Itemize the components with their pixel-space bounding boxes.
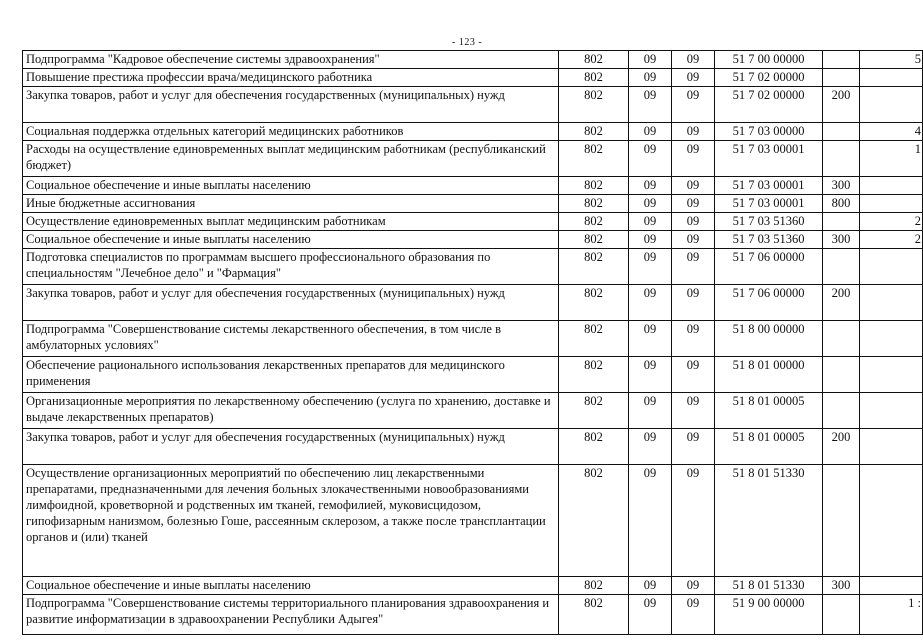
row-target-article-cell: 51 8 01 51330	[715, 465, 823, 577]
table-row	[23, 465, 923, 577]
row-name-cell: Обеспечение рационального использования лекарственных препаратов для медицинского применения	[23, 357, 559, 393]
row-name-cell: Закупка товаров, работ и услуг для обеспечения государственных (муниципальных) нужд	[23, 429, 559, 465]
row-ved-code-cell: 802	[559, 195, 629, 213]
row-ved-code-cell: 802	[559, 69, 629, 87]
row-subsection-code-cell: 09	[672, 177, 715, 195]
table-row	[23, 69, 923, 87]
row-section-code-cell: 09	[629, 357, 672, 393]
table-row	[23, 321, 923, 357]
row-name-cell: Социальное обеспечение и иные выплаты населению	[23, 577, 559, 595]
row-expense-type-cell: 200	[823, 429, 860, 465]
row-amount-cell	[860, 69, 923, 87]
row-expense-type-cell: 200	[823, 285, 860, 321]
row-amount-cell	[860, 321, 923, 357]
row-amount-cell	[860, 285, 923, 321]
row-ved-code-cell: 802	[559, 285, 629, 321]
row-section-code-cell: 09	[629, 69, 672, 87]
row-target-article-cell: 51 7 03 00001	[715, 177, 823, 195]
row-expense-type-cell	[823, 213, 860, 231]
row-amount-cell: 2	[860, 231, 923, 249]
row-target-article-cell: 51 9 00 00000	[715, 595, 823, 635]
budget-table-sheet	[22, 50, 921, 640]
row-target-article-cell: 51 8 01 00005	[715, 429, 823, 465]
row-subsection-code-cell: 09	[672, 249, 715, 285]
row-name-cell: Подпрограмма "Кадровое обеспечение системы здравоохранения"	[23, 51, 559, 69]
row-target-article-cell: 51 8 01 00000	[715, 357, 823, 393]
row-ved-code-cell: 802	[559, 357, 629, 393]
row-section-code-cell: 09	[629, 51, 672, 69]
row-section-code-cell: 09	[629, 249, 672, 285]
row-subsection-code-cell: 09	[672, 141, 715, 177]
row-name-cell: Повышение престижа профессии врача/медицинского работника	[23, 69, 559, 87]
row-name-cell: Осуществление единовременных выплат медицинским работникам	[23, 213, 559, 231]
row-subsection-code-cell: 09	[672, 195, 715, 213]
row-subsection-code-cell: 09	[672, 321, 715, 357]
row-ved-code-cell: 802	[559, 595, 629, 635]
row-section-code-cell: 09	[629, 393, 672, 429]
row-name-cell: Организационные мероприятия по лекарственному обеспечению (услуга по хранению, доставке и выдаче лекарственных препаратов)	[23, 393, 559, 429]
row-amount-cell	[860, 357, 923, 393]
row-section-code-cell: 09	[629, 321, 672, 357]
row-subsection-code-cell: 09	[672, 213, 715, 231]
row-name-cell: Иные бюджетные ассигнования	[23, 195, 559, 213]
row-section-code-cell: 09	[629, 141, 672, 177]
row-section-code-cell: 09	[629, 595, 672, 635]
table-row	[23, 577, 923, 595]
table-row	[23, 231, 923, 249]
row-expense-type-cell	[823, 249, 860, 285]
row-section-code-cell: 09	[629, 123, 672, 141]
page-number: - 123 -	[452, 37, 483, 48]
row-expense-type-cell: 300	[823, 177, 860, 195]
row-target-article-cell: 51 7 03 00001	[715, 195, 823, 213]
row-target-article-cell: 51 7 03 00000	[715, 123, 823, 141]
row-amount-cell	[860, 177, 923, 195]
row-amount-cell	[860, 577, 923, 595]
row-name-cell: Осуществление организационных мероприятий по обеспечению лиц лекарственными препаратами, предназначенными для лечения больных злокачественными новообразованиями лимфоидной, кроветворной и родственных им тканей, гемофилией, муковисцидозом, гипофизарным нанизмом, болезнью Гоше, рассеянным склерозом, а также после трансплантации органов и (или) тканей	[23, 465, 559, 577]
row-target-article-cell: 51 7 03 51360	[715, 231, 823, 249]
row-ved-code-cell: 802	[559, 141, 629, 177]
row-section-code-cell: 09	[629, 465, 672, 577]
row-subsection-code-cell: 09	[672, 69, 715, 87]
table-row	[23, 213, 923, 231]
row-name-cell: Подготовка специалистов по программам высшего профессионального образования по специальностям "Лечебное дело" и "Фармация"	[23, 249, 559, 285]
row-name-cell: Расходы на осуществление единовременных выплат медицинским работникам (республиканский бюджет)	[23, 141, 559, 177]
table-row	[23, 195, 923, 213]
row-ved-code-cell: 802	[559, 249, 629, 285]
row-section-code-cell: 09	[629, 195, 672, 213]
row-subsection-code-cell: 09	[672, 357, 715, 393]
row-subsection-code-cell: 09	[672, 577, 715, 595]
row-ved-code-cell: 802	[559, 577, 629, 595]
row-ved-code-cell: 802	[559, 231, 629, 249]
row-name-cell: Социальная поддержка отдельных категорий медицинских работников	[23, 123, 559, 141]
row-ved-code-cell: 802	[559, 393, 629, 429]
row-name-cell: Подпрограмма "Совершенствование системы лекарственного обеспечения, в том числе в амбулаторных условиях"	[23, 321, 559, 357]
row-expense-type-cell	[823, 123, 860, 141]
row-subsection-code-cell: 09	[672, 87, 715, 123]
row-subsection-code-cell: 09	[672, 465, 715, 577]
row-expense-type-cell	[823, 141, 860, 177]
row-target-article-cell: 51 7 02 00000	[715, 69, 823, 87]
row-amount-cell	[860, 249, 923, 285]
row-name-cell: Социальное обеспечение и иные выплаты населению	[23, 177, 559, 195]
row-name-cell: Закупка товаров, работ и услуг для обеспечения государственных (муниципальных) нужд	[23, 285, 559, 321]
row-target-article-cell: 51 7 02 00000	[715, 87, 823, 123]
row-amount-cell: 2	[860, 213, 923, 231]
row-target-article-cell: 51 7 06 00000	[715, 249, 823, 285]
row-ved-code-cell: 802	[559, 321, 629, 357]
row-ved-code-cell: 802	[559, 87, 629, 123]
table-row	[23, 177, 923, 195]
row-target-article-cell: 51 8 01 00005	[715, 393, 823, 429]
row-target-article-cell: 51 7 03 51360	[715, 213, 823, 231]
row-name-cell: Социальное обеспечение и иные выплаты населению	[23, 231, 559, 249]
row-subsection-code-cell: 09	[672, 429, 715, 465]
row-ved-code-cell: 802	[559, 51, 629, 69]
row-amount-cell: 5	[860, 51, 923, 69]
row-section-code-cell: 09	[629, 177, 672, 195]
row-expense-type-cell	[823, 465, 860, 577]
row-ved-code-cell: 802	[559, 123, 629, 141]
row-amount-cell	[860, 393, 923, 429]
table-row	[23, 595, 923, 635]
row-target-article-cell: 51 7 03 00001	[715, 141, 823, 177]
table-row	[23, 357, 923, 393]
table-row	[23, 393, 923, 429]
row-expense-type-cell: 800	[823, 195, 860, 213]
table-row	[23, 51, 923, 69]
row-expense-type-cell	[823, 321, 860, 357]
row-ved-code-cell: 802	[559, 177, 629, 195]
table-row	[23, 285, 923, 321]
row-section-code-cell: 09	[629, 213, 672, 231]
table-row	[23, 429, 923, 465]
row-expense-type-cell	[823, 595, 860, 635]
row-subsection-code-cell: 09	[672, 393, 715, 429]
row-ved-code-cell: 802	[559, 465, 629, 577]
row-amount-cell: 4	[860, 123, 923, 141]
row-ved-code-cell: 802	[559, 213, 629, 231]
row-expense-type-cell	[823, 393, 860, 429]
row-target-article-cell: 51 8 00 00000	[715, 321, 823, 357]
row-expense-type-cell	[823, 69, 860, 87]
row-amount-cell	[860, 429, 923, 465]
row-name-cell: Закупка товаров, работ и услуг для обеспечения государственных (муниципальных) нужд	[23, 87, 559, 123]
row-target-article-cell: 51 7 00 00000	[715, 51, 823, 69]
row-amount-cell: 1	[860, 141, 923, 177]
row-expense-type-cell	[823, 51, 860, 69]
row-expense-type-cell	[823, 357, 860, 393]
row-amount-cell	[860, 87, 923, 123]
row-ved-code-cell: 802	[559, 429, 629, 465]
row-amount-cell	[860, 465, 923, 577]
row-section-code-cell: 09	[629, 87, 672, 123]
table-row	[23, 249, 923, 285]
table-row	[23, 87, 923, 123]
row-subsection-code-cell: 09	[672, 51, 715, 69]
row-target-article-cell: 51 8 01 51330	[715, 577, 823, 595]
row-target-article-cell: 51 7 06 00000	[715, 285, 823, 321]
row-subsection-code-cell: 09	[672, 285, 715, 321]
row-name-cell: Подпрограмма "Совершенствование системы территориального планирования здравоохранения и развитие информатизации в здравоохранении Республики Адыгея"	[23, 595, 559, 635]
row-expense-type-cell: 300	[823, 577, 860, 595]
row-subsection-code-cell: 09	[672, 231, 715, 249]
table-row	[23, 123, 923, 141]
row-amount-cell: 1 :	[860, 595, 923, 635]
row-amount-cell	[860, 195, 923, 213]
budget-table	[22, 50, 923, 635]
row-subsection-code-cell: 09	[672, 123, 715, 141]
row-subsection-code-cell: 09	[672, 595, 715, 635]
table-row	[23, 141, 923, 177]
row-section-code-cell: 09	[629, 285, 672, 321]
row-expense-type-cell: 200	[823, 87, 860, 123]
row-section-code-cell: 09	[629, 231, 672, 249]
row-section-code-cell: 09	[629, 429, 672, 465]
row-expense-type-cell: 300	[823, 231, 860, 249]
row-section-code-cell: 09	[629, 577, 672, 595]
budget-table-body	[23, 51, 923, 635]
